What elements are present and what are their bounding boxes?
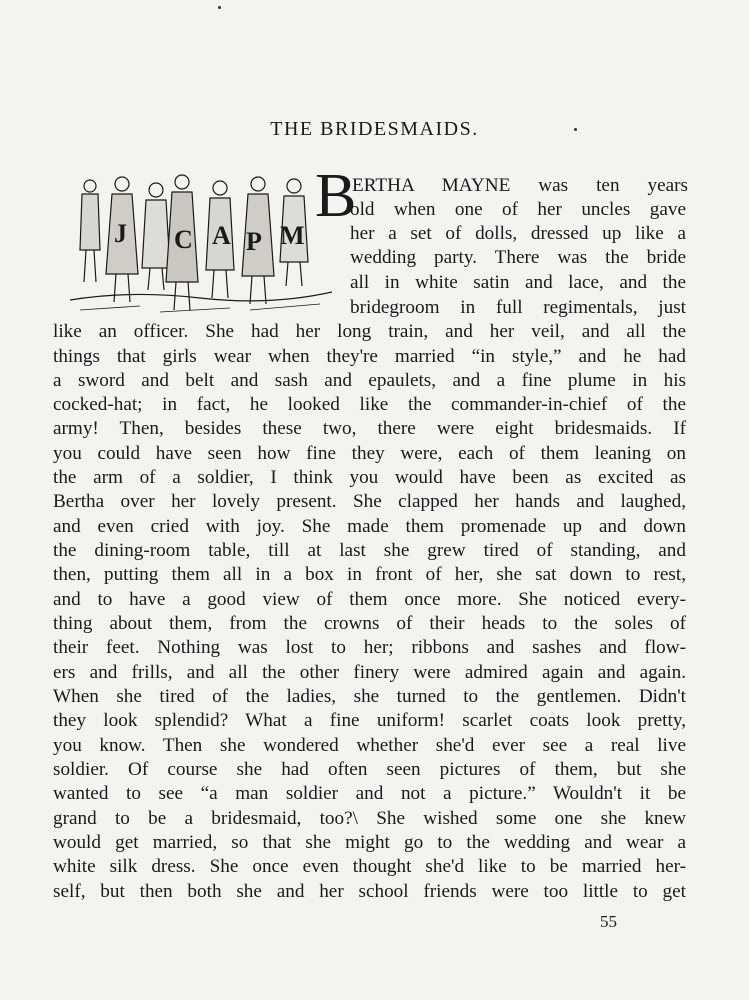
text-line: would get married, so that she might go to the wedding and wear a <box>53 832 686 853</box>
text-line: grand to be a bridesmaid, too?\ She wished some one she knew <box>53 808 686 829</box>
text-line: ers and frills, and all the other finery were admired again and again. <box>53 662 686 683</box>
page-title: THE BRIDESMAIDS. <box>270 118 479 140</box>
text-line: a sword and belt and sash and epaulets, and a fine plume in his <box>53 370 686 391</box>
illustration-letter: A <box>212 221 231 250</box>
text-line: you know. Then she wondered whether she'd ever see a real live <box>53 735 686 756</box>
text-line: her a set of dolls, dressed up like a <box>350 223 686 244</box>
text-line: you could have seen how fine they were, each of them leaning on <box>53 443 686 464</box>
text-line: and even cried with joy. She made them promenade up and down <box>53 516 686 537</box>
text-line: ERTHA MAYNE was ten years <box>352 175 688 196</box>
text-line: wedding party. There was the bride <box>350 247 686 268</box>
text-line: and to have a good view of them once more. She noticed every- <box>53 589 686 610</box>
text-line: all in white satin and lace, and the <box>350 272 686 293</box>
text-line: things that girls wear when they're married “in style,” and he had <box>53 346 686 367</box>
text-line: their feet. Nothing was lost to her; ribbons and sashes and flow- <box>53 637 686 658</box>
text-line: then, putting them all in a box in front of her, she sat down to rest, <box>53 564 686 585</box>
text-line: they look splendid? What a fine uniform! scarlet coats look pretty, <box>53 710 686 731</box>
illustration-letter: C <box>174 225 193 254</box>
text-line: cocked-hat; in fact, he looked like the commander-in-chief of the <box>53 394 686 415</box>
text-line: the dining-room table, till at last she grew tired of standing, and <box>53 540 686 561</box>
text-line: white silk dress. She once even thought she'd like to be married her- <box>53 856 686 877</box>
speck-mark <box>574 128 577 131</box>
text-line: self, but then both she and her school friends were too little to get <box>53 881 686 902</box>
drop-cap: B <box>315 162 357 230</box>
page-number: 55 <box>600 912 617 931</box>
speck-mark <box>218 6 221 9</box>
text-line: thing about them, from the crowns of their heads to the soles of <box>53 613 686 634</box>
text-line: Bertha over her lovely present. She clapped her hands and laughed, <box>53 491 686 512</box>
illustration-letter: M <box>280 221 305 250</box>
illustration-letter: J <box>114 219 127 248</box>
text-line: wanted to see “a man soldier and not a picture.” Wouldn't it be <box>53 783 686 804</box>
text-line: like an officer. She had her long train, and her veil, and all the <box>53 321 686 342</box>
text-line: army! Then, besides these two, there were eight bridesmaids. If <box>53 418 686 439</box>
text-line: When she tired of the ladies, she turned to the gentlemen. Didn't <box>53 686 686 707</box>
text-line: the arm of a soldier, I think you would have been as excited as <box>53 467 686 488</box>
dolls-illustration-icon <box>70 170 332 322</box>
text-line: soldier. Of course she had often seen pictures of them, but she <box>53 759 686 780</box>
text-line: bridegroom in full regimentals, just <box>350 297 686 318</box>
illustration-letter: P <box>246 227 262 256</box>
text-line: old when one of her uncles gave <box>350 199 686 220</box>
